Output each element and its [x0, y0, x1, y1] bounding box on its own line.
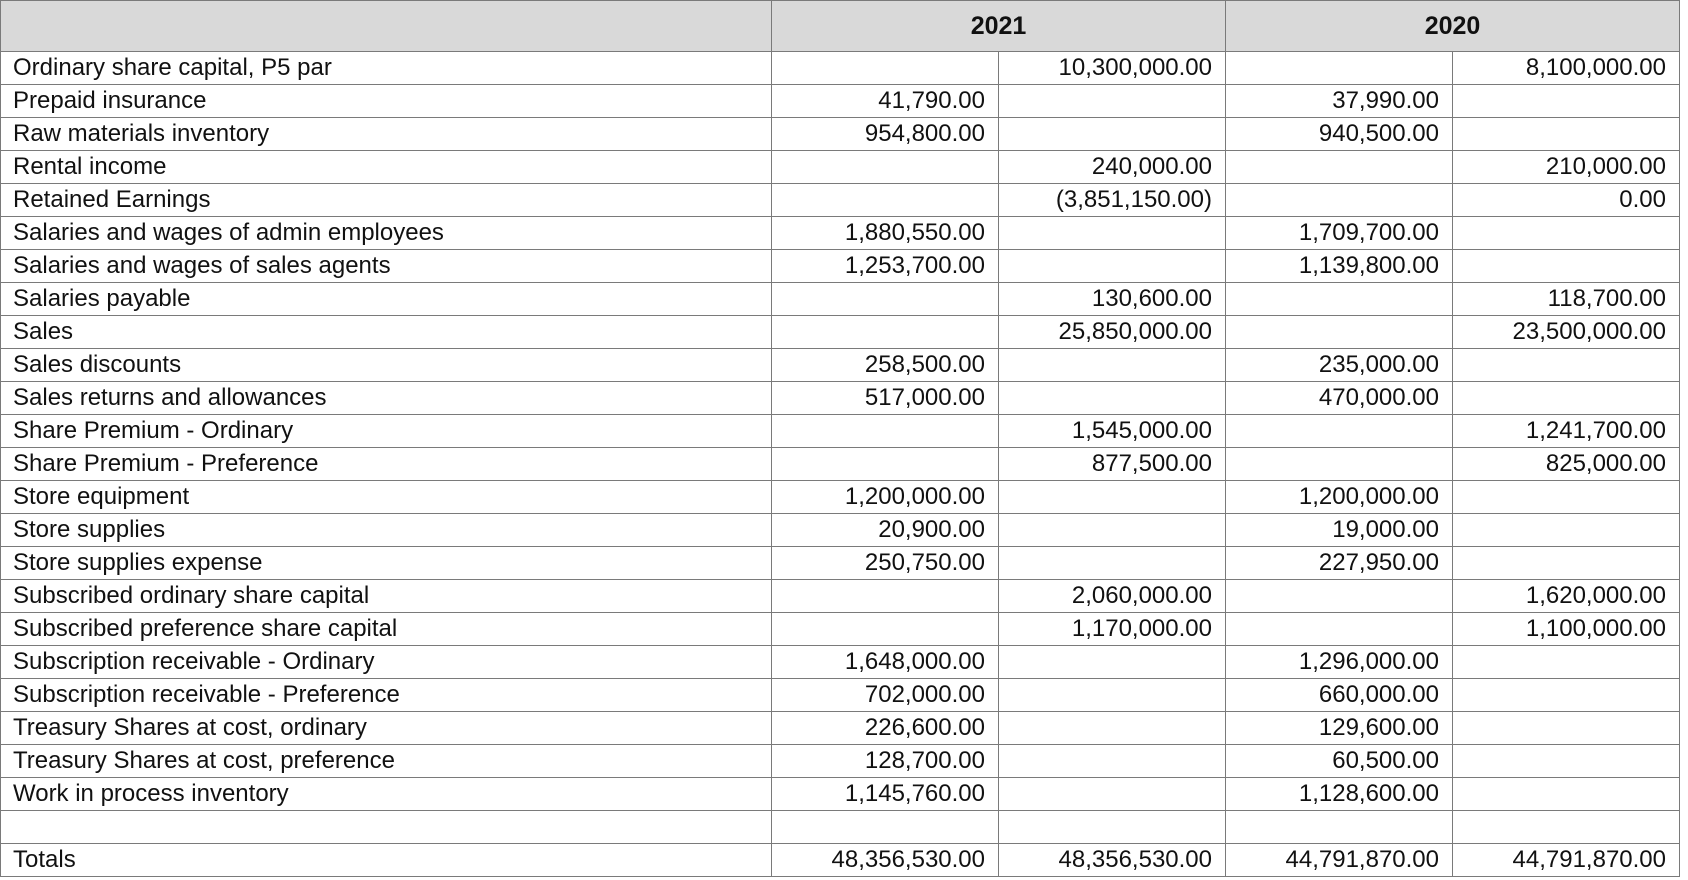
account-label: Sales discounts	[1, 349, 772, 382]
table-row	[1, 118, 1680, 151]
debit-2020-cell	[1226, 184, 1453, 217]
debit-2021-cell: 128,700.00	[772, 745, 999, 778]
table-row	[1, 481, 1680, 514]
credit-2020-cell	[1453, 778, 1680, 811]
account-label: Subscribed preference share capital	[1, 613, 772, 646]
debit-2020-cell: 37,990.00	[1226, 85, 1453, 118]
credit-2021-cell: 2,060,000.00	[999, 580, 1226, 613]
debit-2021-cell: 258,500.00	[772, 349, 999, 382]
blank-cell	[1, 811, 772, 844]
table-row	[1, 349, 1680, 382]
debit-2020-cell	[1226, 316, 1453, 349]
debit-2020-cell	[1226, 415, 1453, 448]
header-corner-cell	[1, 1, 772, 52]
debit-2021-cell	[772, 415, 999, 448]
credit-2020-cell: 0.00	[1453, 184, 1680, 217]
credit-2020-cell	[1453, 217, 1680, 250]
account-label: Sales	[1, 316, 772, 349]
debit-2020-cell	[1226, 448, 1453, 481]
credit-2020-cell: 1,620,000.00	[1453, 580, 1680, 613]
totals-row	[1, 844, 1680, 877]
header-year-2020: 2020	[1226, 1, 1680, 52]
table-row	[1, 580, 1680, 613]
debit-2021-cell: 954,800.00	[772, 118, 999, 151]
credit-2021-cell: 877,500.00	[999, 448, 1226, 481]
account-label: Subscription receivable - Preference	[1, 679, 772, 712]
debit-2020-cell	[1226, 580, 1453, 613]
table-row	[1, 316, 1680, 349]
table-row	[1, 448, 1680, 481]
debit-2020-cell	[1226, 613, 1453, 646]
credit-2021-cell	[999, 778, 1226, 811]
credit-2021-cell	[999, 85, 1226, 118]
credit-2020-cell: 23,500,000.00	[1453, 316, 1680, 349]
totals-debit-2021: 48,356,530.00	[772, 844, 999, 877]
credit-2021-cell	[999, 547, 1226, 580]
credit-2020-cell	[1453, 514, 1680, 547]
debit-2021-cell: 517,000.00	[772, 382, 999, 415]
table-row	[1, 745, 1680, 778]
table-row	[1, 283, 1680, 316]
credit-2020-cell: 825,000.00	[1453, 448, 1680, 481]
credit-2021-cell: 1,545,000.00	[999, 415, 1226, 448]
debit-2021-cell	[772, 283, 999, 316]
debit-2020-cell: 1,709,700.00	[1226, 217, 1453, 250]
credit-2020-cell	[1453, 85, 1680, 118]
table-row	[1, 250, 1680, 283]
account-label: Raw materials inventory	[1, 118, 772, 151]
debit-2020-cell: 227,950.00	[1226, 547, 1453, 580]
credit-2021-cell	[999, 382, 1226, 415]
debit-2021-cell	[772, 448, 999, 481]
debit-2021-cell: 1,145,760.00	[772, 778, 999, 811]
debit-2020-cell: 1,128,600.00	[1226, 778, 1453, 811]
debit-2020-cell: 235,000.00	[1226, 349, 1453, 382]
table-row	[1, 52, 1680, 85]
credit-2020-cell: 1,100,000.00	[1453, 613, 1680, 646]
debit-2021-cell: 702,000.00	[772, 679, 999, 712]
debit-2021-cell	[772, 151, 999, 184]
table-row	[1, 217, 1680, 250]
credit-2021-cell	[999, 349, 1226, 382]
account-label: Salaries and wages of admin employees	[1, 217, 772, 250]
blank-cell	[1226, 811, 1453, 844]
debit-2020-cell: 1,139,800.00	[1226, 250, 1453, 283]
debit-2020-cell	[1226, 151, 1453, 184]
credit-2021-cell	[999, 514, 1226, 547]
header-row	[1, 1, 1680, 52]
account-label: Ordinary share capital, P5 par	[1, 52, 772, 85]
blank-cell	[772, 811, 999, 844]
debit-2020-cell: 129,600.00	[1226, 712, 1453, 745]
debit-2021-cell	[772, 184, 999, 217]
account-label: Subscription receivable - Ordinary	[1, 646, 772, 679]
debit-2020-cell: 60,500.00	[1226, 745, 1453, 778]
credit-2021-cell	[999, 679, 1226, 712]
account-label: Salaries and wages of sales agents	[1, 250, 772, 283]
credit-2021-cell: 1,170,000.00	[999, 613, 1226, 646]
table-row	[1, 778, 1680, 811]
table-row	[1, 712, 1680, 745]
debit-2020-cell: 1,296,000.00	[1226, 646, 1453, 679]
credit-2020-cell: 8,100,000.00	[1453, 52, 1680, 85]
table-row	[1, 184, 1680, 217]
table-row	[1, 646, 1680, 679]
account-label: Prepaid insurance	[1, 85, 772, 118]
debit-2021-cell	[772, 613, 999, 646]
debit-2021-cell: 1,200,000.00	[772, 481, 999, 514]
credit-2020-cell	[1453, 679, 1680, 712]
credit-2020-cell	[1453, 547, 1680, 580]
account-label: Sales returns and allowances	[1, 382, 772, 415]
credit-2021-cell: 240,000.00	[999, 151, 1226, 184]
credit-2021-cell	[999, 250, 1226, 283]
account-label: Treasury Shares at cost, preference	[1, 745, 772, 778]
totals-credit-2021: 48,356,530.00	[999, 844, 1226, 877]
credit-2020-cell	[1453, 250, 1680, 283]
credit-2020-cell	[1453, 646, 1680, 679]
credit-2021-cell	[999, 217, 1226, 250]
totals-debit-2020: 44,791,870.00	[1226, 844, 1453, 877]
account-label: Store supplies expense	[1, 547, 772, 580]
credit-2021-cell	[999, 118, 1226, 151]
table-row	[1, 613, 1680, 646]
debit-2021-cell: 1,880,550.00	[772, 217, 999, 250]
debit-2021-cell: 41,790.00	[772, 85, 999, 118]
account-label: Salaries payable	[1, 283, 772, 316]
debit-2020-cell: 660,000.00	[1226, 679, 1453, 712]
blank-cell	[1453, 811, 1680, 844]
blank-row	[1, 811, 1680, 844]
account-label: Subscribed ordinary share capital	[1, 580, 772, 613]
table-row	[1, 415, 1680, 448]
debit-2020-cell: 470,000.00	[1226, 382, 1453, 415]
credit-2020-cell: 210,000.00	[1453, 151, 1680, 184]
debit-2020-cell: 1,200,000.00	[1226, 481, 1453, 514]
account-label: Rental income	[1, 151, 772, 184]
totals-credit-2020: 44,791,870.00	[1453, 844, 1680, 877]
debit-2020-cell	[1226, 283, 1453, 316]
credit-2021-cell: 10,300,000.00	[999, 52, 1226, 85]
account-label: Store supplies	[1, 514, 772, 547]
account-label: Work in process inventory	[1, 778, 772, 811]
credit-2020-cell	[1453, 745, 1680, 778]
debit-2020-cell: 19,000.00	[1226, 514, 1453, 547]
totals-label: Totals	[1, 844, 772, 877]
account-label: Treasury Shares at cost, ordinary	[1, 712, 772, 745]
account-rows	[1, 52, 1680, 811]
credit-2020-cell	[1453, 118, 1680, 151]
credit-2021-cell	[999, 745, 1226, 778]
debit-2021-cell: 20,900.00	[772, 514, 999, 547]
credit-2021-cell	[999, 646, 1226, 679]
table-row	[1, 679, 1680, 712]
credit-2021-cell: 25,850,000.00	[999, 316, 1226, 349]
debit-2021-cell: 1,253,700.00	[772, 250, 999, 283]
credit-2020-cell	[1453, 712, 1680, 745]
table-row	[1, 151, 1680, 184]
account-label: Share Premium - Preference	[1, 448, 772, 481]
credit-2020-cell: 118,700.00	[1453, 283, 1680, 316]
table-row	[1, 382, 1680, 415]
debit-2021-cell: 250,750.00	[772, 547, 999, 580]
blank-cell	[999, 811, 1226, 844]
credit-2020-cell	[1453, 349, 1680, 382]
credit-2021-cell: 130,600.00	[999, 283, 1226, 316]
credit-2021-cell	[999, 712, 1226, 745]
debit-2021-cell: 226,600.00	[772, 712, 999, 745]
header-year-2021: 2021	[772, 1, 1226, 52]
credit-2021-cell	[999, 481, 1226, 514]
credit-2020-cell	[1453, 481, 1680, 514]
account-label: Share Premium - Ordinary	[1, 415, 772, 448]
credit-2020-cell: 1,241,700.00	[1453, 415, 1680, 448]
table-row	[1, 85, 1680, 118]
debit-2021-cell: 1,648,000.00	[772, 646, 999, 679]
account-label: Store equipment	[1, 481, 772, 514]
debit-2020-cell	[1226, 52, 1453, 85]
debit-2021-cell	[772, 580, 999, 613]
debit-2021-cell	[772, 316, 999, 349]
credit-2021-cell: (3,851,150.00)	[999, 184, 1226, 217]
debit-2021-cell	[772, 52, 999, 85]
table-row	[1, 547, 1680, 580]
account-label: Retained Earnings	[1, 184, 772, 217]
credit-2020-cell	[1453, 382, 1680, 415]
debit-2020-cell: 940,500.00	[1226, 118, 1453, 151]
table-row	[1, 514, 1680, 547]
